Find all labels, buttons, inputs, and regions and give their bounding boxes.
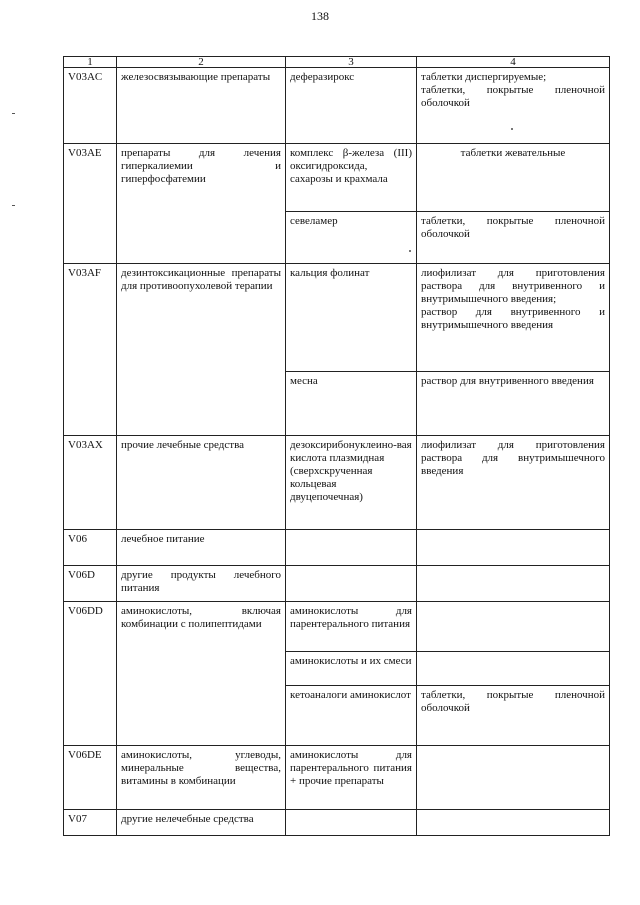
- table-row: [64, 530, 610, 566]
- table-header-row: [64, 57, 610, 68]
- atc-code: V06DD: [64, 602, 117, 746]
- scan-mark: [12, 205, 15, 206]
- table-row: [64, 144, 610, 212]
- dosage-form: таблетки, покрытые пленочной оболочкой: [421, 84, 605, 109]
- atc-code: V06D: [64, 566, 117, 602]
- dosage-forms: [417, 686, 610, 746]
- dosage-forms: [417, 264, 610, 372]
- drug-name: месна: [286, 372, 417, 436]
- group-name: дезинтоксикационные препараты для противоопухолевой терапии: [117, 264, 286, 436]
- dosage-forms: [417, 372, 610, 436]
- table-row: [64, 436, 610, 530]
- drug-name: комплекс β-железа (III) оксигидроксида, сахарозы и крахмала: [286, 144, 417, 212]
- column-header: 2: [117, 57, 286, 68]
- dosage-form: таблетки жевательные: [460, 147, 566, 159]
- dosage-form: раствор для внутривенного введения: [421, 375, 594, 387]
- drug-name: кальция фолинат: [286, 264, 417, 372]
- group-name: препараты для лечения гиперкалиемии и гиперфосфатемии: [117, 144, 286, 264]
- dosage-forms: [417, 68, 610, 144]
- dosage-forms: [417, 566, 610, 602]
- table-row: [64, 68, 610, 144]
- atc-code: V03AC: [64, 68, 117, 144]
- dosage-form: лиофилизат для приготовления раствора для внутривенного и внутримышечного введения;: [421, 267, 605, 305]
- drug-name: [286, 530, 417, 566]
- group-name: другие продукты лечебного питания: [117, 566, 286, 602]
- drug-name: севеламер: [286, 212, 417, 264]
- atc-code: V06DE: [64, 746, 117, 810]
- dosage-form: таблетки, покрытые пленочной оболочкой: [421, 689, 605, 714]
- drug-name: аминокислоты для парентерального питания + прочие препараты: [286, 746, 417, 810]
- dosage-form: раствор для внутривенного и внутримышечного введения: [421, 306, 605, 331]
- table-row: [64, 602, 610, 652]
- column-header: 4: [417, 57, 610, 68]
- atc-code: V03AX: [64, 436, 117, 530]
- dosage-forms: [417, 530, 610, 566]
- atc-code: V03AF: [64, 264, 117, 436]
- dosage-form: лиофилизат для приготовления раствора для внутримышечного введения: [421, 439, 605, 477]
- drug-name: аминокислоты для парентерального питания: [286, 602, 417, 652]
- atc-code: V06: [64, 530, 117, 566]
- dosage-form: таблетки диспергируемые;: [421, 71, 547, 83]
- group-name: прочие лечебные средства: [117, 436, 286, 530]
- drug-name: [286, 810, 417, 836]
- dosage-forms: [417, 652, 610, 686]
- dosage-form: таблетки, покрытые пленочной оболочкой: [421, 215, 605, 240]
- table-row: [64, 566, 610, 602]
- atc-code: V07: [64, 810, 117, 836]
- column-header: 1: [64, 57, 117, 68]
- page-number: 138: [311, 9, 329, 23]
- drug-name: деферазирокс: [286, 68, 417, 144]
- group-name: другие нелечебные средства: [117, 810, 286, 836]
- dosage-forms: [417, 746, 610, 810]
- scan-mark: [12, 113, 15, 114]
- drug-name: дезоксирибонуклеино-вая кислота плазмидная (сверхскрученная кольцевая двуцепочечная): [286, 436, 417, 530]
- dosage-forms: [417, 436, 610, 530]
- drug-name: [286, 566, 417, 602]
- atc-code: V03AE: [64, 144, 117, 264]
- group-name: аминокислоты, включая комбинации с полипептидами: [117, 602, 286, 746]
- dosage-forms: [417, 212, 610, 264]
- drug-name: кетоаналоги аминокислот: [286, 686, 417, 746]
- drug-table: [63, 56, 610, 836]
- dosage-forms: [417, 602, 610, 652]
- group-name: лечебное питание: [117, 530, 286, 566]
- table-row: [64, 746, 610, 810]
- table-row: [64, 810, 610, 836]
- drug-name: аминокислоты и их смеси: [286, 652, 417, 686]
- table-row: [64, 264, 610, 372]
- dosage-forms: [417, 810, 610, 836]
- group-name: аминокислоты, углеводы, минеральные вещества, витамины в комбинации: [117, 746, 286, 810]
- dosage-forms: [417, 144, 610, 212]
- group-name: железосвязывающие препараты: [117, 68, 286, 144]
- column-header: 3: [286, 57, 417, 68]
